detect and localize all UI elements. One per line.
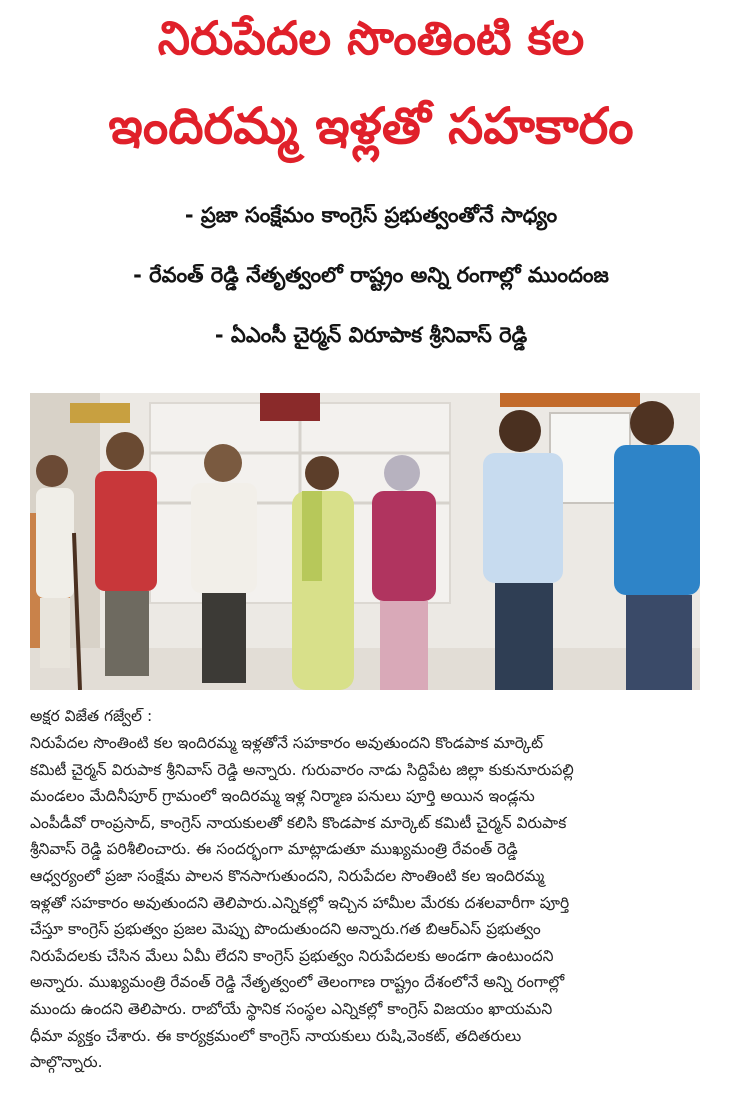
- headline-line-2: ఇందిరమ్మ ఇళ్లతో సహకారం: [108, 97, 634, 155]
- subheading-3: - ఏఎంసీ చైర్మన్ విరూపాక శ్రీనివాస్ రెడ్డి: [214, 323, 528, 347]
- article-line: నిరుపేదలకు చేసిన మేలు ఏమీ లేదని కాంగ్రెస్ ప్రభుత్వం నిరుపేదలకు అండగా ఉంటుందని: [30, 946, 554, 965]
- article-line: ఇళ్లతో సహకారం అవుతుందని తెలిపారు.ఎన్నికల్లో ఇచ్చిన హామీల మేరకు దశలవారీగా పూర్తి: [30, 893, 570, 912]
- article-line: చేస్తూ కాంగ్రెస్ ప్రభుత్వం ప్రజల మెప్పు పొందుతుందని అన్నారు.గత బిఆర్ఎస్ ప్రభుత్వం: [30, 920, 541, 939]
- article-line: ఎంపీడీవో రాంప్రసాద్, కాంగ్రెస్ నాయకులతో కలిసి కొండపాక మార్కెట్ కమిటీ చైర్మన్ విరుపాక: [30, 813, 567, 832]
- article-line: నిరుపేదల సొంతింటి కల ఇందిరమ్మ ఇళ్లతోనే సహకారం అవుతుందని కొండపాక మార్కెట్: [30, 734, 544, 752]
- article-byline: అక్షర విజేత గజ్వేల్ :: [30, 707, 153, 725]
- subheading-1: - ప్రజా సంక్షేమం కాంగ్రెస్ ప్రభుత్వంతోనే సాధ్యం: [184, 203, 558, 227]
- headline-line-1: నిరుపేదల సొంతింటి కల: [157, 11, 585, 65]
- article-line: కమిటీ చైర్మన్ విరుపాక శ్రీనివాస్ రెడ్డి అన్నారు. గురువారం నాడు సిద్దిపేట జిల్లా కుకునూరుపల్లి: [30, 760, 574, 779]
- article-line: ధీమా వ్యక్తం చేశారు. ఈ కార్యక్రమంలో కాంగ్రెస్ నాయకులు రుషి,వెంకట్, తదితరులు: [30, 1026, 522, 1045]
- article-line: పాల్గొన్నారు.: [30, 1053, 103, 1072]
- article-line: మండలం మేదినీపూర్ గ్రామంలో ఇందిరమ్మ ఇళ్ల నిర్మాణ పనులు పూర్తి అయిన ఇండ్లను: [30, 787, 535, 806]
- article-line: ఆధ్వర్యంలో ప్రజా సంక్షేమ పాలన కొనసాగుతుందని, నిరుపేదల సొంతింటి కల ఇందిరమ్మ: [30, 866, 545, 885]
- article-body: [30, 706, 710, 1076]
- article-line: ముందు ఉందని తెలిపారు. రాబోయే స్థానిక సంస్థల ఎన్నికల్లో కాంగ్రెస్ విజయం ఖాయమని: [30, 999, 553, 1018]
- group-photo: [30, 393, 700, 690]
- subheading-2: - రేవంత్ రెడ్డి నేతృత్వంలో రాష్ట్రం అన్ని రంగాల్లో ముందంజ: [133, 263, 609, 287]
- article-line: అన్నారు. ముఖ్యమంత్రి రేవంత్ రెడ్డి నేతృత్వంలో తెలంగాణ రాష్ట్రం దేశంలోనే అన్ని రంగాల్లో: [30, 973, 565, 992]
- article-line: శ్రీనివాస్ రెడ్డి పరిశీలించారు. ఈ సందర్భంగా మాట్లాడుతూ ముఖ్యమంత్రి రేవంత్ రెడ్డి: [30, 840, 518, 859]
